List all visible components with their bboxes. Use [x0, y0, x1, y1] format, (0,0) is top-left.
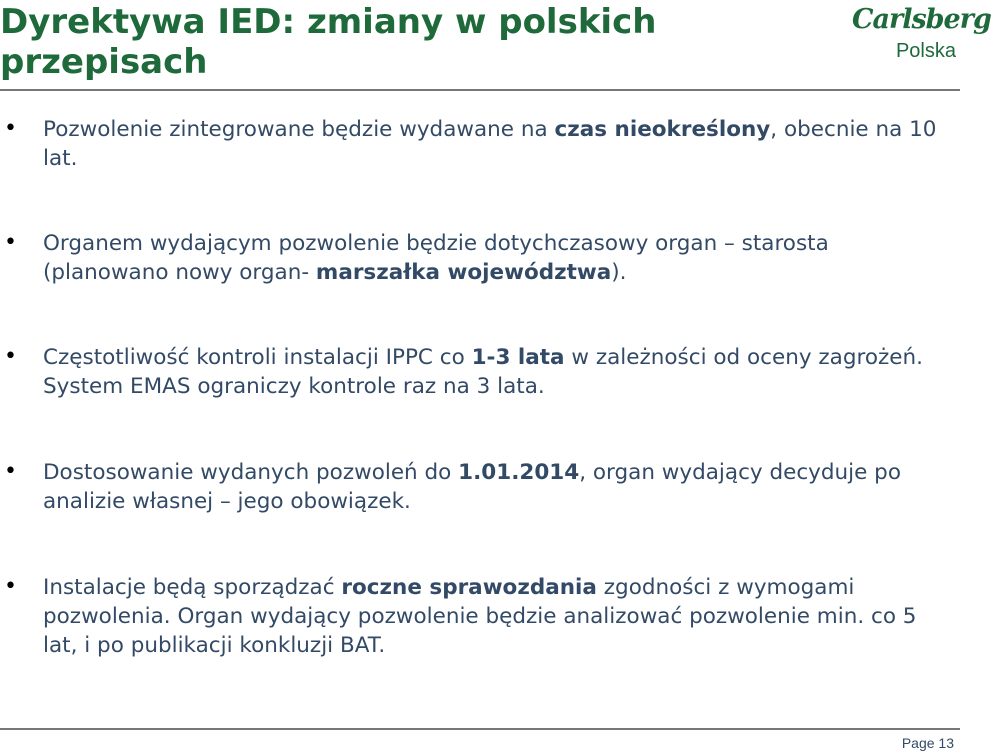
bullet-text-part: Dostosowanie wydanych pozwoleń do: [43, 460, 459, 485]
footer-divider: [0, 728, 960, 730]
carlsberg-logo: [848, 4, 991, 68]
bullet-text-bold: roczne sprawozdania: [341, 575, 597, 600]
logo-brand-text: Carlsberg: [852, 4, 991, 35]
header-divider: [0, 89, 960, 91]
bullet-dot-icon: •: [4, 459, 17, 484]
bullet-text-bold: 1.01.2014: [458, 460, 580, 485]
bullet-text: [43, 229, 953, 287]
logo-sub-text: Polska: [895, 40, 956, 62]
bullet-dot-icon: •: [4, 116, 17, 141]
bullet-text-part: Instalacje będą sporządzać: [43, 575, 342, 600]
bullet-text-part: w zależności od oceny zagrożeń. System EMAS ograniczy kontrole raz na 3 lata.: [43, 345, 923, 399]
bullet-text: [43, 115, 953, 173]
page-number: Page 13: [901, 735, 954, 751]
bullet-text-bold: marszałka województwa: [315, 260, 612, 285]
page-title: Dyrektywa IED: zmiany w polskich przepisach: [0, 2, 657, 82]
bullet-text: [43, 573, 953, 660]
bullet-dot-icon: •: [4, 574, 17, 599]
bullet-text-part: Częstotliwość kontroli instalacji IPPC co: [43, 345, 472, 370]
bullet-dot-icon: •: [4, 230, 17, 255]
bullet-text-part: Pozwolenie zintegrowane będzie wydawane na: [43, 117, 555, 142]
bullet-text-part: zgodności z wymogami pozwolenia. Organ wydający pozwolenie będzie analizować pozwolenie min. co 5 lat, i po publikacji konkluzji BAT.: [43, 575, 917, 658]
bullet-dot-icon: •: [4, 344, 17, 369]
bullet-text-part: , obecnie na 10 lat.: [43, 117, 937, 171]
bullet-text-bold: 1-3 lata: [471, 345, 565, 370]
bullet-text: [43, 343, 953, 401]
bullet-text-bold: czas nieokreślony: [554, 117, 771, 142]
bullet-text: [43, 458, 953, 516]
bullet-text-part: , organ wydający decyduje po analizie własnej – jego obowiązek.: [43, 460, 901, 514]
bullet-text-part: ).: [611, 260, 627, 285]
bullet-text-part: Organem wydającym pozwolenie będzie dotychczasowy organ – starosta (planowano nowy organ-: [43, 231, 829, 285]
